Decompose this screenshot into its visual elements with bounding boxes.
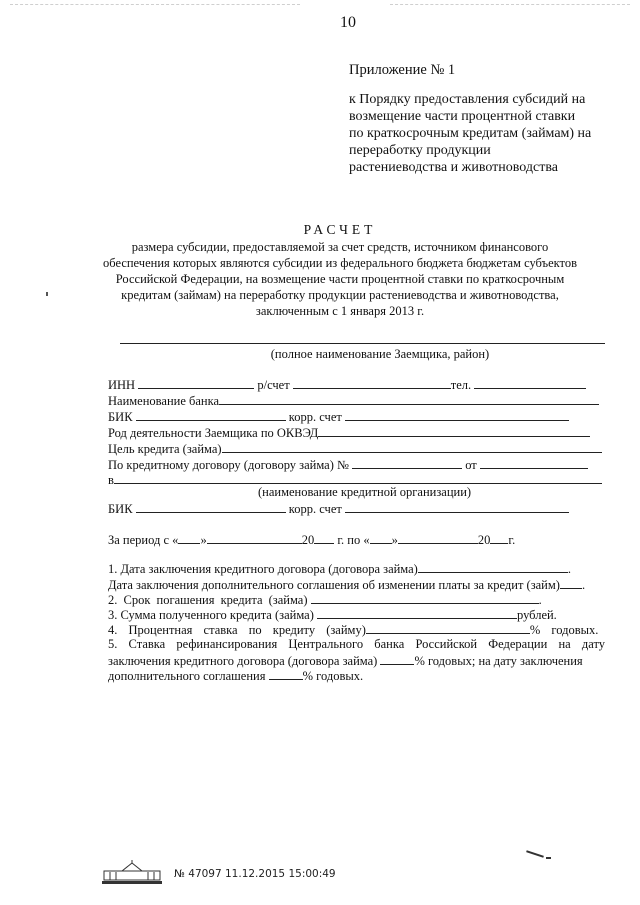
period-to-close: »: [391, 533, 398, 547]
scan-speck: [46, 292, 48, 296]
corr-account-field[interactable]: [345, 408, 569, 421]
corr-account-label: корр. счет: [288, 410, 342, 424]
bik-row-2: [108, 500, 569, 517]
item-5-line-2-suffix: % годовых; на дату заключения: [414, 654, 583, 668]
item-1b-label: Дата заключения дополнительного соглашения об изменении платы за кредит (займ): [108, 578, 560, 592]
purpose-field[interactable]: [222, 440, 602, 453]
credit-org-caption: (наименование кредитной организации): [258, 485, 472, 499]
okved-row: [108, 424, 590, 441]
item-5-line-3-label: дополнительного соглашения: [108, 669, 266, 683]
scan-edge-line: [390, 4, 630, 5]
okved-label: Род деятельности Заемщика по ОКВЭД: [108, 426, 319, 440]
scan-mark: [546, 857, 551, 859]
period-to-day[interactable]: [370, 531, 392, 544]
item-1b-end: .: [581, 578, 586, 592]
item-5-rate-contract-field[interactable]: [380, 652, 414, 665]
heading-line-2: обеспечения которых являются субсидии из федерального бюджета бюджетам субъектов: [103, 256, 577, 270]
item-5-line-2-label: заключения кредитного договора (договора займа): [108, 654, 378, 668]
heading-line-4: кредитам (займам) на переработку продукции растениеводства и животноводства,: [121, 288, 559, 302]
bank-name-field[interactable]: [219, 392, 599, 405]
period-to-year[interactable]: [490, 531, 508, 544]
page-number: 10: [340, 14, 356, 31]
scan-mark: [526, 850, 544, 857]
appendix-line-5: растениеводства и животноводства: [349, 160, 558, 175]
item-5-line-1: 5. Ставка рефинансирования Центрального банка Российской Федерации на дату: [108, 637, 605, 651]
item-4-field[interactable]: [366, 621, 530, 634]
scan-edge-line: [10, 4, 300, 5]
period-to-open: г. по «: [337, 533, 370, 547]
item-2-field[interactable]: [311, 591, 539, 604]
corr-account2-label: корр. счет: [288, 502, 342, 516]
bank-row: [108, 392, 599, 409]
item-1-end: .: [567, 562, 571, 576]
contract-number-field[interactable]: [352, 456, 462, 469]
purpose-row: [108, 440, 602, 457]
period-from-century: 20: [301, 533, 315, 547]
borrower-caption: (полное наименование Заемщика, район): [270, 347, 490, 361]
document-title: РАСЧЕТ: [303, 222, 377, 237]
heading-line-3: Российской Федерации, на возмещение части процентной ставки по краткосрочным: [115, 272, 565, 286]
period-from-year[interactable]: [314, 531, 334, 544]
period-label: За период: [108, 533, 161, 547]
borrower-name-field[interactable]: [120, 343, 605, 344]
phone-field[interactable]: [474, 376, 586, 389]
contract-date-field[interactable]: [480, 456, 588, 469]
period-row: [108, 531, 515, 548]
item-3-label: 3. Сумма полученного кредита (займа): [108, 608, 314, 622]
bik2-label: БИК: [108, 502, 133, 516]
inn-label: ИНН: [108, 378, 136, 392]
corr-account2-field[interactable]: [345, 500, 569, 513]
contract-label: По кредитному договору (договору займа) №: [108, 458, 349, 472]
bank-name-label: Наименование банка: [108, 394, 220, 408]
item-1-field[interactable]: [418, 560, 568, 573]
credit-org-field[interactable]: [114, 471, 602, 484]
item-5-line-3: [108, 667, 363, 684]
account-label: р/счет: [257, 378, 290, 392]
item-4-label: 4. Процентная ставка по кредиту (займу): [108, 623, 366, 637]
item-1b-field[interactable]: [560, 576, 582, 589]
okved-field[interactable]: [318, 424, 590, 437]
bik-row: [108, 408, 569, 425]
period-from-day[interactable]: [178, 531, 200, 544]
period-from-close: »: [200, 533, 207, 547]
appendix-line-4: переработку продукции: [349, 143, 491, 158]
phone-label: тел.: [450, 378, 472, 392]
item-4-end: % годовых.: [529, 623, 599, 637]
bik-label: БИК: [108, 410, 133, 424]
period-to-century: 20: [477, 533, 491, 547]
item-5-line-3-suffix: % годовых.: [302, 669, 364, 683]
item-1-label: 1. Дата заключения кредитного договора (договора займа): [108, 562, 418, 576]
credit-org-prefix: в: [108, 473, 114, 487]
bik2-field[interactable]: [136, 500, 286, 513]
item-5-rate-agreement-field[interactable]: [269, 667, 303, 680]
period-to-g: г.: [508, 533, 516, 547]
heading-line-1: размера субсидии, предоставляемой за счет средств, источником финансового: [131, 240, 549, 254]
contract-from-label: от: [465, 458, 477, 472]
item-3-field[interactable]: [317, 606, 517, 619]
period-to-month[interactable]: [398, 531, 478, 544]
period-from-open: с «: [163, 533, 179, 547]
inn-field[interactable]: [138, 376, 254, 389]
purpose-label: Цель кредита (займа): [108, 442, 222, 456]
period-from-month[interactable]: [207, 531, 302, 544]
item-2-label: 2. Срок погашения кредита (займа): [108, 593, 308, 607]
inn-row: [108, 376, 586, 393]
heading-line-5: заключенным с 1 января 2013 г.: [255, 304, 425, 318]
appendix-line-2: возмещение части процентной ставки: [349, 109, 576, 124]
appendix-line-1: к Порядку предоставления субсидий на: [349, 92, 586, 107]
registration-stamp: № 47097 11.12.2015 15:00:49: [174, 868, 336, 880]
appendix-title: Приложение № 1: [349, 62, 456, 78]
building-logo-icon: [100, 858, 166, 886]
appendix-line-3: по краткосрочным кредитам (займам) на: [349, 126, 592, 141]
item-1: [108, 560, 571, 577]
item-3-end: рублей.: [516, 608, 557, 622]
account-field[interactable]: [293, 376, 451, 389]
bik-field[interactable]: [136, 408, 286, 421]
item-2-end: .: [538, 593, 542, 607]
